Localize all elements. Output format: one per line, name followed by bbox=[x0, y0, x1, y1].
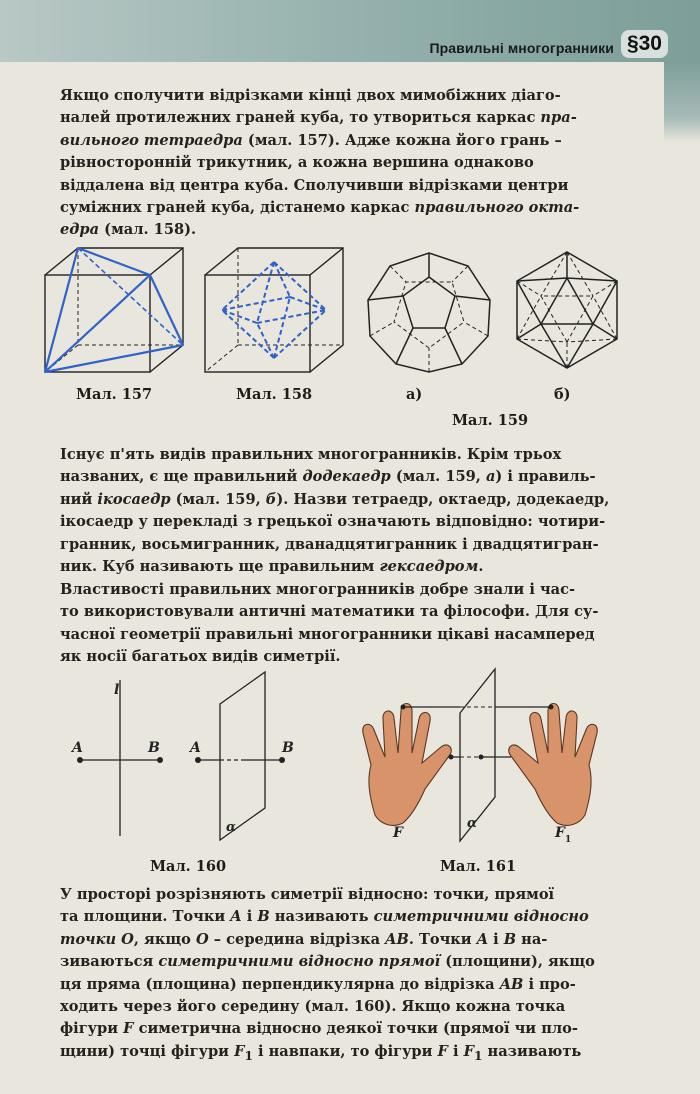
text-line: часної геометрії правильні многогранники цікаві насамперед bbox=[60, 625, 595, 643]
caption-fig-161: Мал. 161 bbox=[440, 858, 517, 875]
text-line: точки O, якщо O – середина відрізка AB. Точки A і B на- bbox=[60, 930, 548, 948]
right-hand bbox=[509, 704, 598, 826]
label-F1-subscript: 1 bbox=[565, 835, 572, 845]
label-alpha-160: α bbox=[226, 820, 237, 835]
text-line: ікосаедр у перекладі з грецької означають відповідно: чотири- bbox=[60, 513, 606, 531]
label-l: l bbox=[114, 682, 120, 698]
paragraph-five-polyhedra bbox=[60, 444, 626, 578]
running-header-title: Правильні многогранники bbox=[429, 40, 614, 56]
paragraph-tetrahedron-octahedron bbox=[60, 85, 626, 242]
text-line: Існує п'ять видів правильних многогранників. Крім трьох bbox=[60, 446, 562, 463]
text-line: гранник, восьмигранник, дванадцятигранник і двадцятигран- bbox=[60, 535, 599, 553]
left-hand bbox=[363, 704, 452, 826]
text-line: фігури F симетрична відносно деякої точки (прямої чи пло- bbox=[60, 1020, 578, 1038]
text-line: У просторі розрізняють симетрії відносно: точки, прямої bbox=[60, 886, 555, 903]
text-line: вильного тетраедра (мал. 157). Адже кожна його грань – bbox=[60, 131, 562, 149]
figure-160-symmetry-line-plane bbox=[62, 668, 302, 848]
caption-fig-159b: б) bbox=[554, 386, 571, 403]
caption-fig-159: Мал. 159 bbox=[452, 412, 529, 429]
text-line: та площини. Точки A і B називають симетричними відносно bbox=[60, 908, 589, 926]
label-F: F bbox=[393, 825, 403, 841]
paragraph-symmetry-definitions bbox=[60, 884, 626, 1067]
label-B-160-left: B bbox=[148, 740, 160, 756]
figure-158-cube-octahedron bbox=[200, 242, 350, 377]
label-F1: F bbox=[555, 825, 565, 841]
text-line: віддалена від центра куба. Сполучивши відрізками центри bbox=[60, 176, 569, 194]
text-line: щини) точці фігури $F_1$ і навпаки, то фігури F і $F_1$ називають bbox=[60, 1042, 582, 1063]
text-line: ник. Куб називають ще правильним гексаедром. bbox=[60, 558, 484, 576]
text-line: Якщо сполучити відрізками кінці двох мимобіжних діаго- bbox=[60, 87, 561, 104]
caption-fig-158: Мал. 158 bbox=[236, 386, 313, 403]
text-line: суміжних граней куба, дістанемо каркас правильного окта- bbox=[60, 199, 580, 217]
section-number-badge: §30 bbox=[621, 30, 668, 58]
label-A-160-right: A bbox=[190, 740, 201, 756]
text-line: Властивості правильних многогранників добре знали і час- bbox=[60, 581, 576, 598]
label-alpha-161: α bbox=[467, 816, 478, 831]
text-line: ця пряма (площина) перпендикулярна до відрізка AB і про- bbox=[60, 975, 576, 993]
text-line: ходить через його середину (мал. 160). Якщо кожна точка bbox=[60, 998, 566, 1016]
caption-fig-159a: а) bbox=[406, 386, 423, 403]
text-line: названих, є ще правильний додекаедр (мал. 159, а) і правиль- bbox=[60, 468, 596, 486]
text-line: едра (мал. 158). bbox=[60, 221, 197, 239]
text-line: рівносторонній трикутник, а кожна вершина однаково bbox=[60, 154, 534, 172]
figure-159a-dodecahedron bbox=[364, 250, 494, 375]
label-B-160-right: B bbox=[282, 740, 294, 756]
text-line: як носії багатьох видів симетрії. bbox=[60, 648, 341, 666]
figure-159b-icosahedron bbox=[505, 248, 630, 373]
text-line: налей протилежних граней куба, то утвориться каркас пра- bbox=[60, 109, 577, 127]
figure-157-cube-tetrahedron bbox=[40, 242, 190, 377]
figure-161-hands-plane-symmetry bbox=[355, 665, 625, 850]
text-line: ний ікосаедр (мал. 159, б). Назви тетраедр, октаедр, додекаедр, bbox=[60, 490, 610, 508]
caption-fig-157: Мал. 157 bbox=[76, 386, 153, 403]
caption-fig-160: Мал. 160 bbox=[150, 858, 227, 875]
label-A-160-left: A bbox=[72, 740, 83, 756]
text-line: то використовували античні математики та філософи. Для су- bbox=[60, 603, 599, 621]
paragraph-symmetry-properties bbox=[60, 579, 626, 669]
text-line: зиваються симетричними відносно прямої (площини), якщо bbox=[60, 953, 595, 971]
